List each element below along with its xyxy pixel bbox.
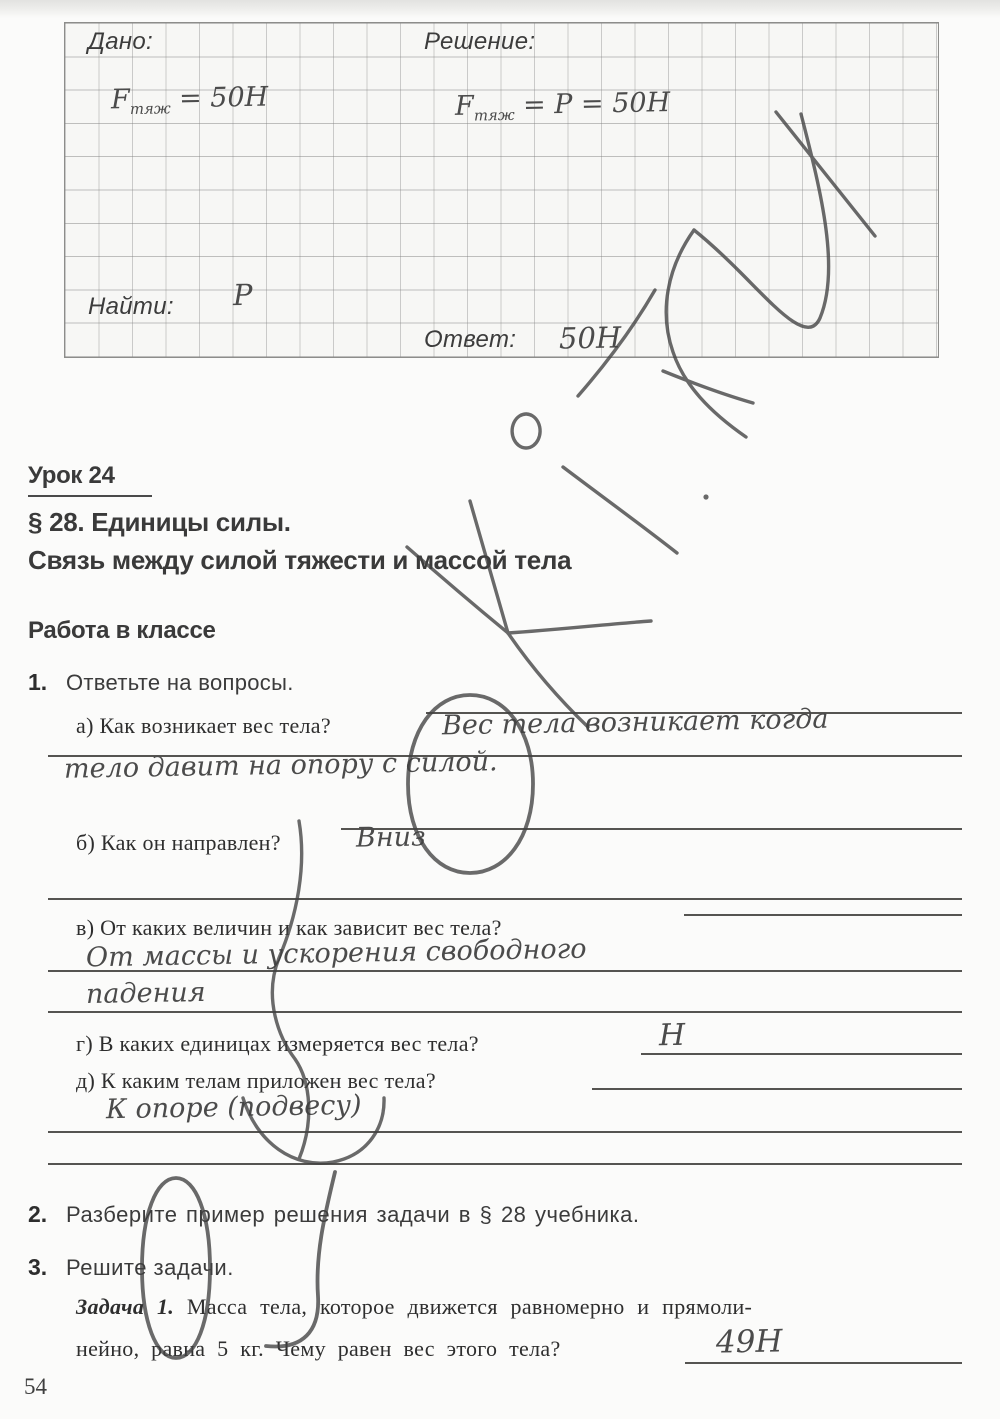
hw-solution-subscript: тяж	[473, 105, 515, 125]
task1-answer: 49Н	[715, 1323, 783, 1361]
q1v-answer-line1-rule	[48, 970, 962, 972]
task1-label: Задача 1.	[76, 1294, 175, 1319]
handwritten-find: P	[232, 277, 253, 313]
task1-line2: нейно, равна 5 кг. Чему равен вес этого тела?	[76, 1336, 561, 1361]
hw-given-value: = 50Н	[170, 81, 269, 115]
q1g-answer: Н	[658, 1017, 686, 1054]
problem-grid-box	[64, 22, 939, 358]
q2-number: 2.	[28, 1201, 48, 1227]
hw-solution-value: = P = 50Н	[514, 87, 671, 121]
q1g-answer-rule	[641, 1053, 962, 1055]
q1b-label: б) Как он направлен?	[76, 830, 281, 855]
q1a-label: а) Как возникает вес тела?	[76, 713, 331, 738]
answer-label: Ответ:	[424, 326, 517, 353]
q1b-answer: Вниз	[355, 821, 427, 854]
q1a-answer-line2: тело давит на опору с силой.	[63, 746, 498, 785]
q1v-label: в) От каких величин и как зависит вес тела?	[76, 915, 502, 940]
q1g-label: г) В каких единицах измеряется вес тела?	[76, 1031, 479, 1056]
q1a-answer-line1: Вес тела возникает когда	[441, 703, 829, 742]
lesson-label: Урок 24	[28, 462, 115, 489]
given-label: Дано:	[88, 28, 153, 55]
q1d-label: д) К каким телам приложен вес тела?	[76, 1068, 436, 1093]
section-title-line1: § 28. Единицы силы.	[28, 507, 291, 537]
task1-answer-rule	[685, 1362, 962, 1364]
handwritten-answer: 50Н	[558, 320, 622, 356]
scan-edge-shade	[0, 0, 1000, 18]
q3-number: 3.	[28, 1254, 48, 1280]
q1v-answer-line1: От массы и ускорения свободного	[85, 933, 587, 974]
lesson-underline	[28, 495, 152, 497]
task1-text-line1: Масса тела, которое движется равномерно и прямоли-	[186, 1294, 753, 1319]
section-title-line2: Связь между силой тяжести и массой тела	[28, 545, 572, 575]
solution-label: Решение:	[424, 28, 536, 55]
hw-solution-symbol: F	[454, 90, 474, 122]
q1-text: Ответьте на вопросы.	[66, 670, 294, 695]
hw-given-symbol: F	[110, 84, 130, 116]
classwork-heading: Работа в классе	[28, 617, 216, 644]
q1d-answer-rule2	[48, 1131, 962, 1133]
q1v-answer-line2: падения	[85, 976, 206, 1011]
q1v-answer-line2-rule	[48, 1011, 962, 1013]
find-label: Найти:	[88, 293, 174, 320]
blank-rule-1	[48, 898, 962, 900]
q1v-short-rule	[684, 914, 962, 916]
task1-line1	[76, 1294, 752, 1320]
q1-number: 1.	[28, 669, 48, 695]
q1d-answer: К опоре (подвесу)	[105, 1089, 362, 1126]
q1d-answer-rule	[592, 1088, 962, 1090]
handwritten-solution	[455, 87, 671, 125]
blank-rule-2	[48, 1163, 962, 1165]
page-number: 54	[24, 1374, 47, 1399]
q2-text: Разберите пример решения задачи в § 28 учебника.	[66, 1202, 640, 1227]
q3-text: Решите задачи.	[66, 1255, 234, 1280]
handwritten-given	[111, 82, 269, 119]
q1b-answer-rule	[341, 828, 962, 830]
hw-given-subscript: тяж	[129, 99, 171, 119]
